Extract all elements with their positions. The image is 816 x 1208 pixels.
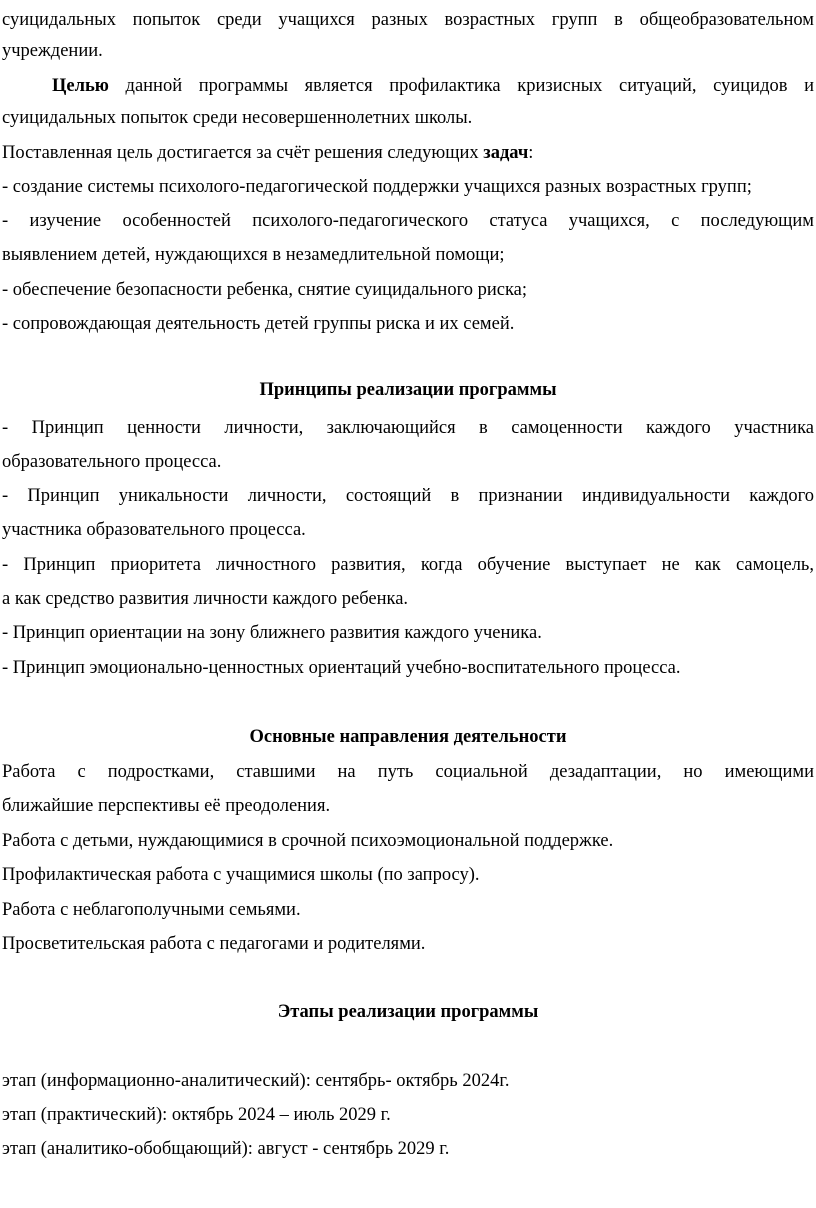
tasks-intro-end: : [528, 143, 534, 163]
tasks-intro-text: Поставленная цель достигается за счёт решения следующих [2, 143, 484, 163]
tasks-intro [2, 141, 814, 165]
stage-line: этап (практический): октябрь 2024 – июль 2029 г. [2, 1105, 391, 1125]
principle-line: образовательного процесса. [2, 452, 222, 472]
task-item: - сопровождающая деятельность детей группы риска и их семей. [2, 314, 515, 334]
principle-line: - Принцип ценности личности, заключающийся в самоценности каждого участника [2, 418, 814, 438]
directions-heading: Основные направления деятельности [249, 727, 567, 747]
principle-line: - Принцип ориентации на зону ближнего развития каждого ученика. [2, 623, 542, 643]
direction-line: Работа с подростками, ставшими на путь социальной дезадаптации, но имеющими [2, 762, 814, 782]
task-item: - обеспечение безопасности ребенка, снятие суицидального риска; [2, 280, 528, 300]
task-item: - создание системы психолого-педагогической поддержки учащихся разных возрастных групп; [2, 177, 752, 197]
direction-line: Работа с неблагополучными семьями. [2, 900, 301, 920]
goal-paragraph-line-1 [52, 74, 814, 98]
principle-line: - Принцип эмоционально-ценностных ориентаций учебно-воспитательного процесса. [2, 658, 681, 678]
goal-bold-word: Целью [52, 76, 109, 96]
goal-line-1-text: данной программы является профилактика кризисных ситуаций, суицидов и [108, 76, 814, 96]
task-item: - изучение особенностей психолого-педагогического статуса учащихся, с последующим [2, 211, 814, 231]
principles-heading: Принципы реализации программы [259, 380, 557, 400]
stages-heading: Этапы реализации программы [277, 1002, 539, 1022]
principle-line: участника образовательного процесса. [2, 520, 306, 540]
intro-line-2: учреждении. [2, 41, 103, 61]
direction-line: Профилактическая работа с учащимися школы (по запросу). [2, 865, 480, 885]
principle-line: - Принцип приоритета личностного развития, когда обучение выступает не как самоцель, [2, 555, 814, 575]
direction-line: Работа с детьми, нуждающимися в срочной психоэмоциональной поддержке. [2, 831, 614, 851]
direction-line: ближайшие перспективы её преодоления. [2, 796, 331, 816]
principle-line: - Принцип уникальности личности, состоящий в признании индивидуальности каждого [2, 486, 814, 506]
intro-line-1: суицидальных попыток среди учащихся разных возрастных групп в общеобразовательном [2, 10, 814, 30]
tasks-bold-word: задач [483, 143, 529, 163]
principle-line: а как средство развития личности каждого ребенка. [2, 589, 409, 609]
task-item-continuation: выявлением детей, нуждающихся в незамедлительной помощи; [2, 245, 505, 265]
stage-line: этап (информационно-аналитический): сентябрь- октябрь 2024г. [2, 1071, 510, 1091]
stage-line: этап (аналитико-обобщающий): август - сентябрь 2029 г. [2, 1139, 450, 1159]
direction-line: Просветительская работа с педагогами и родителями. [2, 934, 426, 954]
goal-line-2: суицидальных попыток среди несовершеннолетних школы. [2, 108, 473, 128]
